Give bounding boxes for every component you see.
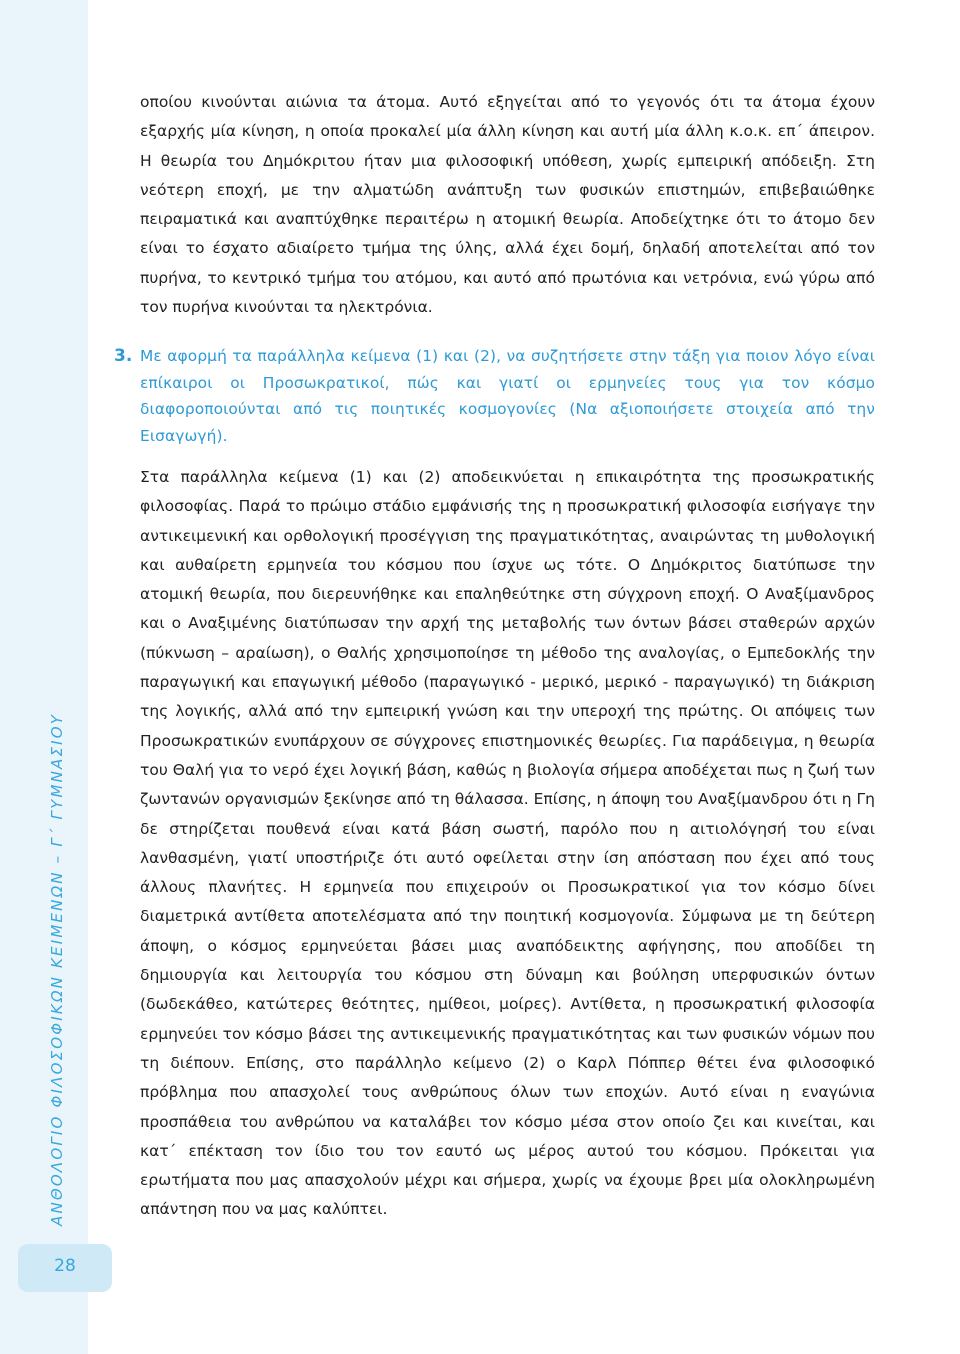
book-title-vertical: ΑΝΘΟΛΟΓΙΟ ΦΙΛΟΣΟΦΙΚΩΝ ΚΕΙΜΕΝΩΝ – Γ΄ ΓΥΜΝΑΣΙΟΥ bbox=[48, 712, 66, 1226]
answer-paragraph: Στα παράλληλα κείμενα (1) και (2) αποδεικνύεται η επικαιρότητα της προσωκρατικής φιλοσοφίας. Παρά το πρώιμο στάδιο εμφάνισής της η προσωκρατική φιλοσοφία εισήγαγε την αντικειμενική και ορθολογική προσέγγιση της πραγματικότητας, αναιρώντας τη μυθολογική και αυθαίρετη ερμηνεία του κόσμου που ίσχυε ως τότε. Ο Δημόκριτος διατύπωσε την ατομική θεωρία, που διερευνήθηκε και επαληθεύτηκε στη σύγχρονη εποχή. Ο Αναξίμανδρος και ο Αναξιμένης διατύπωσαν την αρχή της μεταβολής των όντων βάσει σταθερών αρχών (πύκνωση – αραίωση), ο Θαλής χρησιμοποίησε τη μέθοδο της αναλογίας, ο Εμπεδοκλής την παραγωγική και επαγωγική μέθοδο (παραγωγικό - μερικό, μερικό - παραγωγικό) τη διάκριση της λογικής, αλλά από την εμπειρική γνώση και την υπεροχή της πρώτης. Οι απόψεις των Προσωκρατικών ενυπάρχουν σε σύγχρονες επιστημονικές θεωρίες. Για παράδειγμα, η θεωρία του Θαλή για το νερό έχει λογική βάση, καθώς η βιολογία σήμερα αποδέχεται πως η ζωή των ζωντανών οργανισμών ξεκίνησε από τη θάλασσα. Επίσης, η άποψη του Αναξίμανδρου ότι η Γη δε στηρίζεται πουθενά είναι κατά βάση σωστή, παρόλο που η αιτιολόγησή του είναι λανθασμένη, γιατί υποστήριζε ότι αυτό οφείλεται στην ίση απόσταση που έχει από τους άλλους πλανήτες. Η ερμηνεία που επιχειρούν οι Προσωκρατικοί για τον κόσμο δίνει διαμετρικά αντίθετα αποτελέσματα από την ποιητική κοσμογονία. Σύμφωνα με τη δεύτερη άποψη, ο κόσμος ερμηνεύεται βάσει μιας αναπόδεικτης αφήγησης, που αποδίδει τη δημιουργία και λειτουργία του κόσμου στη δύναμη και βούληση υπερφυσικών όντων (δωδεκάθεο, κατώτερες θεότητες, ημίθεοι, μοίρες). Αντίθετα, η προσωκρατική φιλοσοφία ερμηνεύει τον κόσμο βάσει της αντικειμενικής πραγματικότητας και των φυσικών νόμων που τη διέπουν. Επίσης, στο παράλληλο κείμενο (2) ο Καρλ Πόππερ θέτει ένα φιλοσοφικό πρόβλημα που απασχολεί τους ανθρώπους όλων των εποχών. Αυτό είναι η εναγώνια προσπάθεια του ανθρώπου να καταλάβει τον κόσμο μέσα στον οποίο ζει και κινείται, και κατ΄ επέκταση τον ίδιο του τον εαυτό ως μέρος αυτού του κόσμου. Πρόκειται για ερωτήματα που μας απασχολούν μέχρι και σήμερα, χωρίς να έχουμε βρει μία ολοκληρωμένη απάντηση που να μας καλύπτει. bbox=[140, 468, 876, 1219]
page-content bbox=[114, 88, 876, 1225]
question-text: Με αφορμή τα παράλληλα κείμενα (1) και (2), να συζητήσετε στην τάξη για ποιον λόγο είναι επίκαιροι οι Προσωκρατικοί, πώς και γιατί οι ερμηνείες τους για τον κόσμο διαφοροποιούνται από τις ποιητικές κοσμογονίες (Να αξιοποιήσετε στοιχεία από την Εισαγωγή). bbox=[140, 347, 875, 445]
intro-paragraph: οποίου κινούνται αιώνια τα άτομα. Αυτό εξηγείται από το γεγονός ότι τα άτομα έχουν εξαρχής μία κίνηση, η οποία προκαλεί μία άλλη κίνηση και αυτή μία άλλη κ.ο.κ. επ΄ άπειρον. Η θεωρία του Δημόκριτου ήταν μια φιλοσοφική υπόθεση, χωρίς εμπειρική απόδειξη. Στη νεότερη εποχή, με την αλματώδη ανάπτυξη των φυσικών επιστημών, επιβεβαιώθηκε πειραματικά και αναπτύχθηκε περαιτέρω η ατομική θεωρία. Αποδείχτηκε ότι το άτομο δεν είναι το έσχατο αδιαίρετο τμήμα της ύλης, αλλά έχει δομή, δηλαδή αποτελείται από τον πυρήνα, το κεντρικό τμήμα του ατόμου, και αυτό από πρωτόνια και νετρόνια, ενώ γύρω από τον πυρήνα κινούνται τα ηλεκτρόνια. bbox=[140, 93, 875, 317]
page-number: 28 bbox=[54, 1256, 76, 1276]
sidebar-band bbox=[0, 0, 88, 1354]
question-number: 3. bbox=[114, 346, 133, 367]
question-block bbox=[114, 343, 875, 449]
